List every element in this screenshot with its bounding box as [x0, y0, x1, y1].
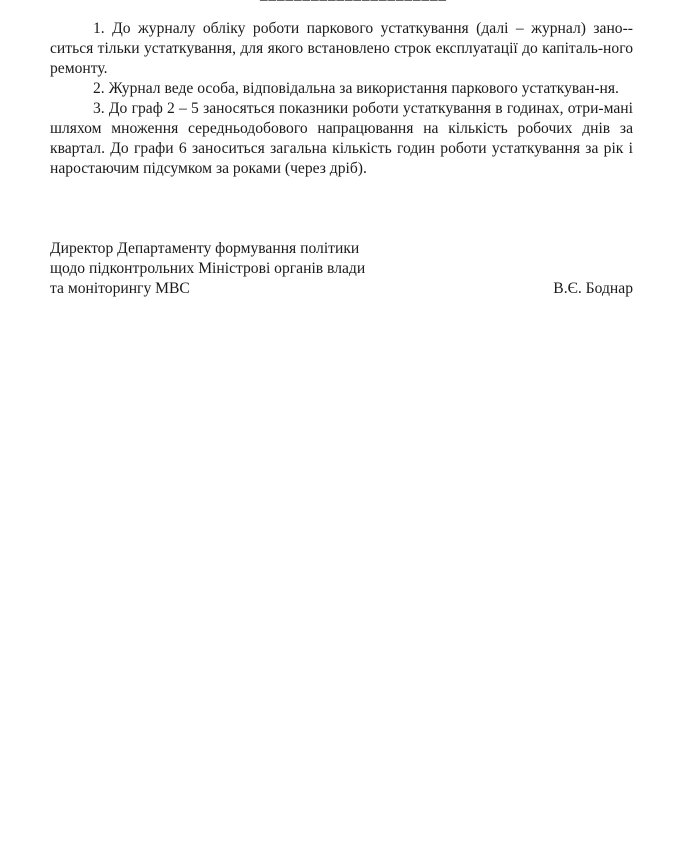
- notes-section: [50, 19, 633, 179]
- signature-block: [50, 239, 633, 299]
- signatory-title-line-1: Директор Департаменту формування політики: [50, 240, 360, 257]
- note-paragraph-1: 1. До журналу обліку роботи паркового устаткування (далі – журнал) зано-ситься тільки устаткування, для якого встановлено строк експлуатації до капіталь-ного ремонту.: [50, 20, 633, 77]
- signatory-name: В.Є. Боднар: [553, 280, 633, 297]
- note-paragraph-2: 2. Журнал веде особа, відповідальна за використання паркового устаткуван-ня.: [93, 80, 619, 97]
- note-paragraph-3: 3. До граф 2 – 5 заносяться показники роботи устаткування в годинах, отри-мані шляхом множення середньодобового напрацювання на кількість робочих днів за квартал. До графи 6 заноситься загальна кількість годин роботи устаткування за рік і наростаючим підсумком за роками (через дріб).: [50, 100, 633, 177]
- top-fragment-text: [260, 0, 450, 4]
- signatory-title: [50, 239, 633, 299]
- top-cut-text-fragment: [260, 0, 450, 2]
- signatory-title-line-3: та моніторингу МВС: [50, 280, 190, 297]
- signatory-title-line-2: щодо підконтрольних Міністрові органів влади: [50, 260, 366, 277]
